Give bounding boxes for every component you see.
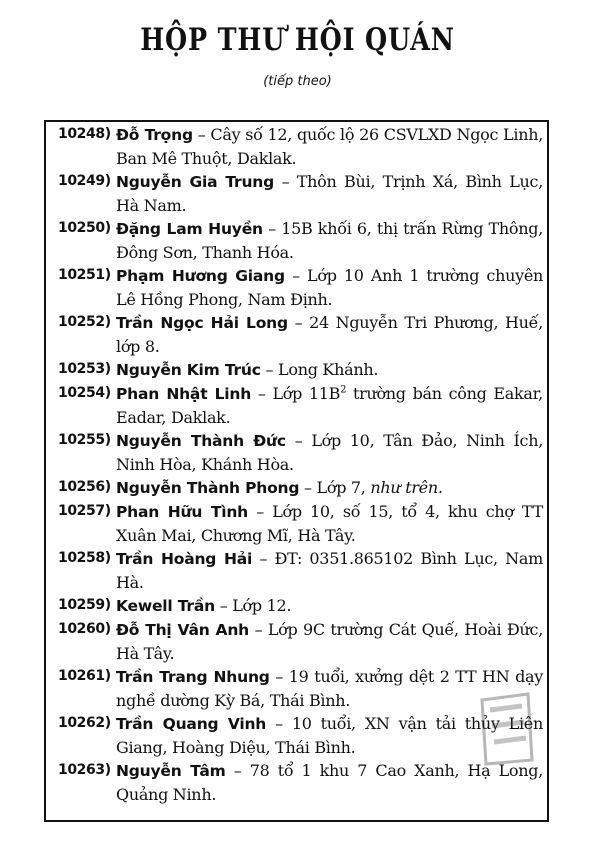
list-item [58, 264, 543, 311]
list-item [58, 311, 543, 358]
entry-number: 10261) [58, 668, 111, 684]
entry-name: Trần Ngọc Hải Long [116, 314, 288, 332]
entry-text: – Long Khánh. [260, 360, 379, 379]
entry-body [116, 500, 543, 547]
entry-number: 10249) [58, 173, 111, 189]
entry-name: Đặng Lam Huyền [116, 220, 263, 238]
entry-body [116, 547, 543, 594]
list-item [58, 429, 543, 476]
entry-body [116, 217, 543, 264]
entry-body [116, 382, 543, 429]
entry-number: 10259) [58, 597, 111, 613]
entry-name: Trần Hoàng Hải [116, 550, 253, 568]
entry-text: – Cây số 12, quốc lộ 26 CSVLXD Ngọc Linh, Ban Mê Thuột, Daklak. [116, 125, 543, 168]
entry-text: – Lớp 12. [214, 596, 292, 615]
entry-body [116, 618, 543, 665]
entry-name: Đỗ Thị Vân Anh [116, 621, 249, 639]
entry-text: – 78 tổ 1 khu 7 Cao Xanh, Hạ Long, Quảng Ninh. [116, 761, 544, 804]
entry-body [116, 170, 543, 217]
entry-body [116, 311, 543, 358]
entry-text: – 10 tuổi, XN vận tải thủy Liên Giang, Hoàng Diệu, Thái Bình. [116, 714, 543, 757]
entry-name: Phan Nhật Linh [116, 385, 252, 403]
entry-text-italic: như trên. [370, 478, 443, 497]
entry-text: – Thôn Bùi, Trịnh Xá, Bình Lục, Hà Nam. [116, 172, 543, 215]
entry-number: 10255) [58, 432, 111, 448]
entry-text: – Lớp 10, Tân Đảo, Ninh Ích, Ninh Hòa, Khánh Hòa. [116, 431, 543, 474]
entry-number: 10248) [58, 126, 111, 142]
list-item [58, 759, 543, 806]
entry-superscript: 2 [340, 384, 347, 396]
entry-text: – Lớp 11B [251, 384, 341, 403]
entry-name: Nguyễn Tâm [116, 762, 226, 780]
list-item [58, 618, 543, 665]
entry-name: Đỗ Trọng [116, 126, 193, 144]
entry-text: – 15B khối 6, thị trấn Rừng Thông, Đông Sơn, Thanh Hóa. [116, 219, 543, 262]
entry-name: Kewell Trần [116, 597, 215, 615]
list-item [58, 476, 543, 500]
entry-number: 10260) [58, 621, 111, 637]
entry-number: 10252) [58, 314, 111, 330]
entry-number: 10256) [58, 479, 111, 495]
entry-body [116, 264, 543, 311]
entry-text: – 19 tuổi, xưởng dệt 2 TT HN dạy nghề dường Kỳ Bá, Thái Bình. [116, 667, 543, 710]
list-item [58, 217, 543, 264]
entry-text: – Lớp 9C trường Cát Quế, Hoài Đức, Hà Tây. [116, 620, 543, 663]
entry-text: – Lớp 10, số 15, tổ 4, khu chợ TT Xuân Mai, Chương Mĩ, Hà Tây. [116, 502, 543, 545]
entry-text: – ĐT: 0351.865102 Bình Lục, Nam Hà. [116, 549, 543, 592]
entry-name: Nguyễn Thành Phong [116, 479, 300, 497]
list-item [58, 382, 543, 429]
page-title: HỘP THƯ HỘI QUÁN [140, 22, 455, 58]
list-item [58, 594, 543, 618]
list-item [58, 358, 543, 382]
entry-text: – Lớp 7, [299, 478, 371, 497]
list-item [58, 123, 543, 170]
list-item [58, 500, 543, 547]
page-subtitle: (tiếp theo) [263, 74, 332, 89]
list-item [58, 170, 543, 217]
entry-name: Nguyễn Gia Trung [116, 173, 275, 191]
entry-number: 10257) [58, 503, 111, 519]
list-item [58, 547, 543, 594]
entry-text-cont: trường bán công Eakar, Eadar, Daklak. [116, 384, 543, 427]
entry-name: Nguyễn Thành Đức [116, 432, 286, 450]
entry-name: Trần Quang Vinh [116, 715, 267, 733]
entry-number: 10263) [58, 762, 111, 778]
entry-number: 10262) [58, 715, 111, 731]
entry-name: Phạm Hương Giang [116, 267, 285, 285]
entry-name: Trần Trang Nhung [116, 668, 270, 686]
list-item [58, 665, 543, 712]
entry-body [116, 429, 543, 476]
entry-text: – Lớp 10 Anh 1 trường chuyên Lê Hồng Phong, Nam Định. [116, 266, 543, 309]
entry-number: 10258) [58, 550, 111, 566]
entry-number: 10253) [58, 361, 111, 377]
entry-body [116, 476, 543, 500]
entry-number: 10251) [58, 267, 111, 283]
entry-text: – 24 Nguyễn Tri Phương, Huế, lớp 8. [116, 313, 543, 356]
entry-body [116, 358, 543, 382]
entry-number: 10250) [58, 220, 111, 236]
watermark-stamp-icon [476, 690, 536, 768]
entry-name: Phan Hữu Tình [116, 503, 248, 521]
entry-body [116, 594, 543, 618]
entry-body [116, 123, 543, 170]
entry-number: 10254) [58, 385, 111, 401]
entry-list [58, 123, 543, 806]
entry-name: Nguyễn Kim Trúc [116, 361, 261, 379]
list-item [58, 712, 543, 759]
